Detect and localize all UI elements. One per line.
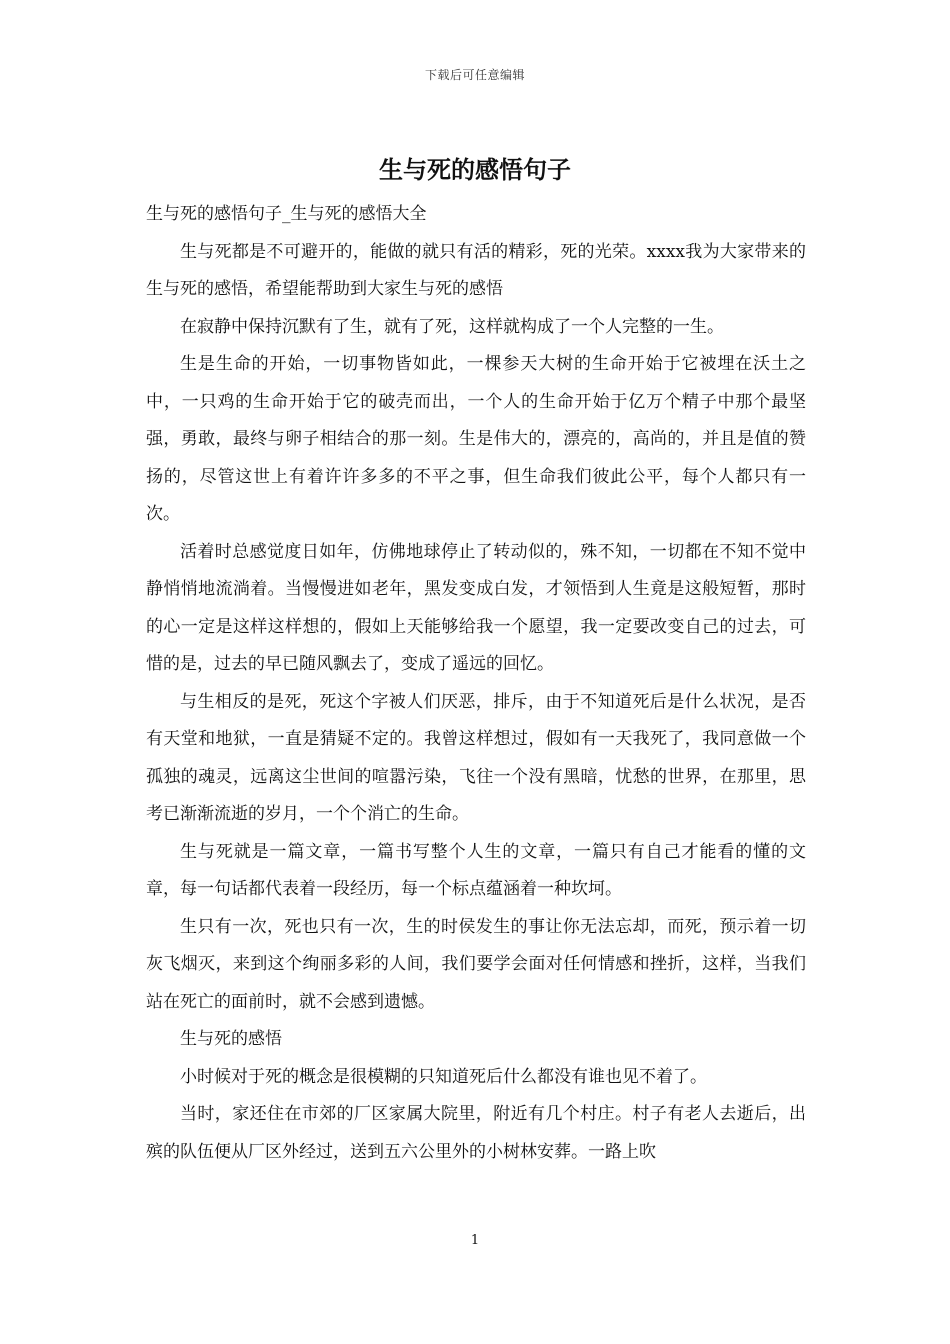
page-number: 1 (470, 1233, 480, 1248)
document-subtitle: 生与死的感悟句子_生与死的感悟大全 (146, 204, 427, 224)
document-title: 生与死的感悟句子 (379, 155, 571, 184)
paragraph: 当时，家还住在市郊的厂区家属大院里，附近有几个村庄。村子有老人去逝后，出殡的队伍便从厂区外经过，送到五六公里外的小树林安葬。一路上吹 (146, 1104, 806, 1162)
section-heading: 生与死的感悟 (180, 1029, 282, 1049)
paragraph: 与生相反的是死，死这个字被人们厌恶，排斥，由于不知道死后是什么状况，是否有天堂和地狱，一直是猜疑不定的。我曾这样想过，假如有一天我死了，我同意做一个孤独的魂灵，远离这尘世间的喧嚣污染，飞往一个没有黑暗，忧愁的世界，在那里，思考已渐渐流逝的岁月，一个个消亡的生命。 (146, 691, 806, 824)
paragraph: 生与死就是一篇文章，一篇书写整个人生的文章，一篇只有自己才能看的懂的文章，每一句话都代表着一段经历，每一个标点蕴涵着一种坎坷。 (146, 841, 806, 899)
paragraph: 生是生命的开始，一切事物皆如此，一棵参天大树的生命开始于它被埋在沃土之中，一只鸡的生命开始于它的破壳而出，一个人的生命开始于亿万个精子中那个最坚强，勇敢，最终与卵子相结合的那一刻。生是伟大的，漂亮的，高尚的，并且是值的赞扬的，尽管这世上有着许许多多的不平之事，但生命我们彼此公平，每个人都只有一次。 (146, 354, 806, 524)
document-body (146, 196, 806, 1171)
paragraph: 活着时总感觉度日如年，仿佛地球停止了转动似的，殊不知，一切都在不知不觉中静悄悄地流淌着。当慢慢进如老年，黑发变成白发，才领悟到人生竟是这般短暂，那时的心一定是这样这样想的，假如上天能够给我一个愿望，我一定要改变自己的过去，可惜的是，过去的早已随风飘去了，变成了遥远的回忆。 (146, 541, 806, 674)
paragraph: 生与死都是不可避开的，能做的就只有活的精彩，死的光荣。xxxx我为大家带来的生与死的感悟，希望能帮助到大家生与死的感悟 (146, 241, 806, 299)
paragraph: 生只有一次，死也只有一次，生的时侯发生的事让你无法忘却，而死，预示着一切灰飞烟灭，来到这个绚丽多彩的人间，我们要学会面对任何情感和挫折，这样，当我们站在死亡的面前时，就不会感到遗憾。 (146, 916, 806, 1012)
header-note: 下载后可任意编辑 (424, 68, 525, 82)
paragraph: 在寂静中保持沉默有了生，就有了死，这样就构成了一个人完整的一生。 (180, 316, 724, 337)
paragraph: 小时候对于死的概念是很模糊的只知道死后什么都没有谁也见不着了。 (180, 1066, 707, 1087)
